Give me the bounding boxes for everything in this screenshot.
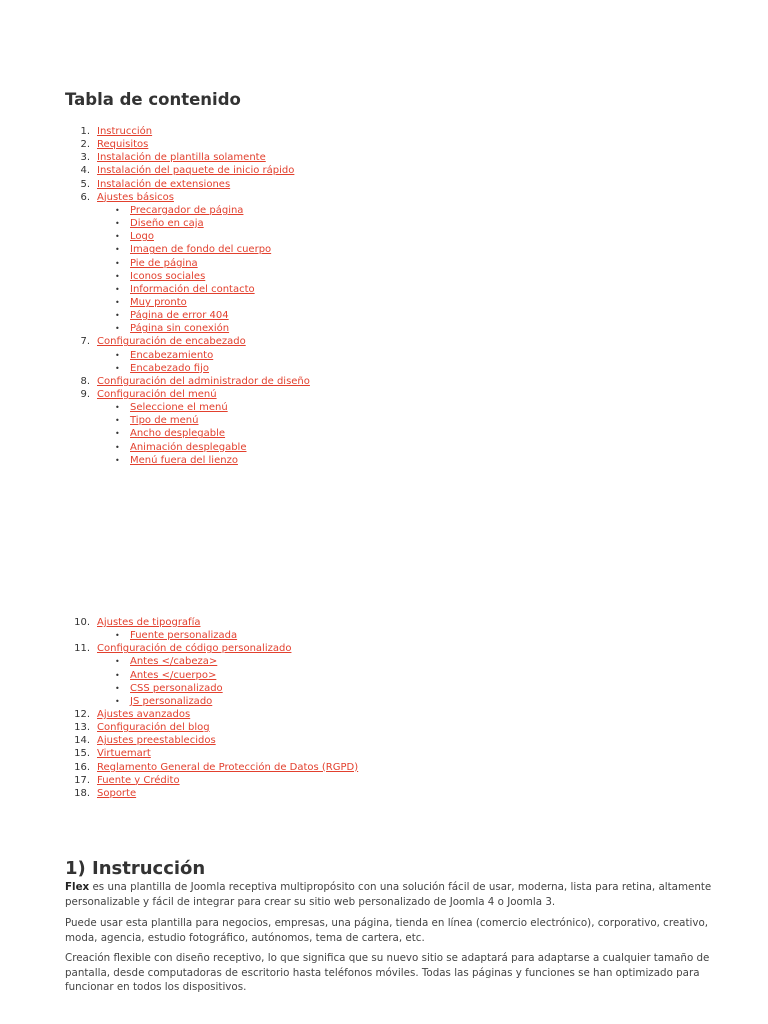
toc-sublink[interactable]: CSS personalizado	[130, 682, 223, 694]
bullet-icon: •	[115, 683, 120, 693]
toc-link[interactable]: Instalación de plantilla solamente	[97, 152, 266, 164]
toc-sublink[interactable]: Precargador de página	[130, 204, 244, 216]
toc-sublink[interactable]: Información del contacto	[130, 283, 255, 295]
toc-link[interactable]: Instalación de extensiones	[97, 178, 231, 190]
toc-item-number: 10.	[74, 616, 90, 628]
toc-link[interactable]: Configuración de encabezado	[97, 336, 246, 348]
toc-sublink[interactable]: Iconos sociales	[130, 270, 206, 282]
toc-item-number: 12.	[74, 708, 90, 720]
toc-sublink[interactable]: Encabezamiento	[130, 349, 214, 361]
toc-sublink[interactable]: Logo	[130, 231, 154, 243]
bullet-icon: •	[115, 284, 120, 294]
toc-item-number: 2.	[80, 139, 90, 151]
toc-title: Tabla de contenido	[65, 90, 241, 109]
toc-item-number: 3.	[80, 152, 90, 164]
toc-item-number: 11.	[74, 643, 90, 655]
intro-text: es una plantilla de Joomla receptiva multipropósito con una solución fácil de usar, moderna, lista para retina, altamente personalizable y fácil de integrar para crear su sitio web personalizado de Joomla 4 o Joomla 3.	[65, 881, 712, 908]
bullet-icon: •	[115, 271, 120, 281]
toc-sublink[interactable]: Imagen de fondo del cuerpo	[130, 244, 272, 256]
toc-item-number: 8.	[80, 375, 90, 387]
toc-item-number: 16.	[74, 761, 90, 773]
toc-link[interactable]: Fuente y Crédito	[97, 774, 180, 786]
bullet-icon: •	[115, 455, 120, 465]
toc-link[interactable]: Ajustes preestablecidos	[97, 735, 216, 747]
bullet-icon: •	[115, 245, 120, 255]
responsive-paragraph: Creación flexible con diseño receptivo, lo que significa que su nuevo sitio se adaptará para adaptarse a cualquier tamaño de pantalla, desde computadoras de escritorio hasta teléfonos móviles. Todas las páginas y funciones se han optimizado para funcionar en todos los dispositivos.	[65, 952, 710, 993]
toc-item-number: 13.	[74, 722, 90, 734]
toc-link[interactable]: Instalación del paquete de inicio rápido	[97, 165, 295, 177]
brand-name: Flex	[65, 881, 90, 893]
toc-item-number: 14.	[74, 735, 90, 747]
bullet-icon: •	[115, 416, 120, 426]
toc-link[interactable]: Ajustes avanzados	[97, 708, 191, 720]
bullet-icon: •	[115, 232, 120, 242]
intro-paragraph	[65, 880, 715, 909]
toc-link[interactable]: Virtuemart	[97, 748, 151, 760]
toc-sublink[interactable]: Fuente personalizada	[130, 630, 238, 642]
toc-item-number: 5.	[80, 178, 90, 190]
toc-link[interactable]: Instrucción	[97, 126, 153, 137]
bullet-icon: •	[115, 219, 120, 229]
usage-paragraph: Puede usar esta plantilla para negocios, empresas, una página, tienda en línea (comercio electrónico), corporativo, creativo, moda, agencia, estudio fotográfico, autónomos, tema de cartera, etc.	[65, 917, 709, 944]
bullet-icon: •	[115, 657, 120, 667]
bullet-icon: •	[115, 363, 120, 373]
toc-item-number: 15.	[74, 748, 90, 760]
bullet-icon: •	[115, 258, 120, 268]
toc-sublink[interactable]: Diseño en caja	[130, 218, 204, 230]
toc-sublink[interactable]: Página de error 404	[130, 310, 229, 322]
toc-sublink[interactable]: Tipo de menú	[130, 415, 199, 427]
toc-item-number: 1.	[80, 126, 90, 137]
bullet-icon: •	[115, 403, 120, 413]
toc-item-number: 4.	[80, 165, 90, 177]
toc-sublink[interactable]: Antes </cabeza>	[130, 656, 218, 668]
toc-sublink[interactable]: Página sin conexión	[130, 323, 230, 335]
toc-sublink[interactable]: Antes </cuerpo>	[130, 669, 217, 681]
bullet-icon: •	[115, 696, 120, 706]
toc-link[interactable]: Configuración del blog	[97, 722, 210, 734]
toc-item-number: 17.	[74, 774, 90, 786]
bullet-icon: •	[115, 350, 120, 360]
bullet-icon: •	[115, 670, 120, 680]
toc-item-number: 6.	[80, 191, 90, 203]
toc-item-number: 7.	[80, 336, 90, 348]
toc-item-number: 18.	[74, 787, 90, 799]
bullet-icon: •	[115, 205, 120, 215]
toc-link[interactable]: Ajustes de tipografía	[97, 616, 201, 628]
toc-link[interactable]: Requisitos	[97, 139, 149, 151]
bullet-icon: •	[115, 311, 120, 321]
toc-link[interactable]: Reglamento General de Protección de Datos (RGPD)	[97, 761, 359, 773]
toc-link[interactable]: Configuración de código personalizado	[97, 643, 292, 655]
bullet-icon: •	[115, 297, 120, 307]
toc-link[interactable]: Configuración del menú	[97, 389, 217, 400]
bullet-icon: •	[115, 429, 120, 439]
section-title: 1) Instrucción	[65, 858, 206, 879]
toc-sublink[interactable]: Pie de página	[130, 257, 198, 269]
toc-sublink[interactable]: Encabezado fijo	[130, 362, 209, 374]
toc-link[interactable]: Soporte	[97, 787, 137, 799]
toc-sublink[interactable]: Muy pronto	[130, 296, 187, 308]
toc-link[interactable]: Configuración del administrador de diseño	[97, 375, 310, 387]
bullet-icon: •	[115, 442, 120, 452]
toc-sublink[interactable]: Menú fuera del lienzo	[130, 454, 238, 466]
toc-item-number: 9.	[80, 389, 90, 400]
toc-link[interactable]: Ajustes básicos	[97, 191, 174, 203]
toc-sublink[interactable]: JS personalizado	[130, 695, 213, 707]
bullet-icon: •	[115, 631, 120, 641]
bullet-icon: •	[115, 324, 120, 334]
toc-sublink[interactable]: Ancho desplegable	[130, 428, 226, 440]
toc-sublink[interactable]: Seleccione el menú	[130, 402, 228, 414]
toc-sublink[interactable]: Animación desplegable	[130, 441, 247, 453]
